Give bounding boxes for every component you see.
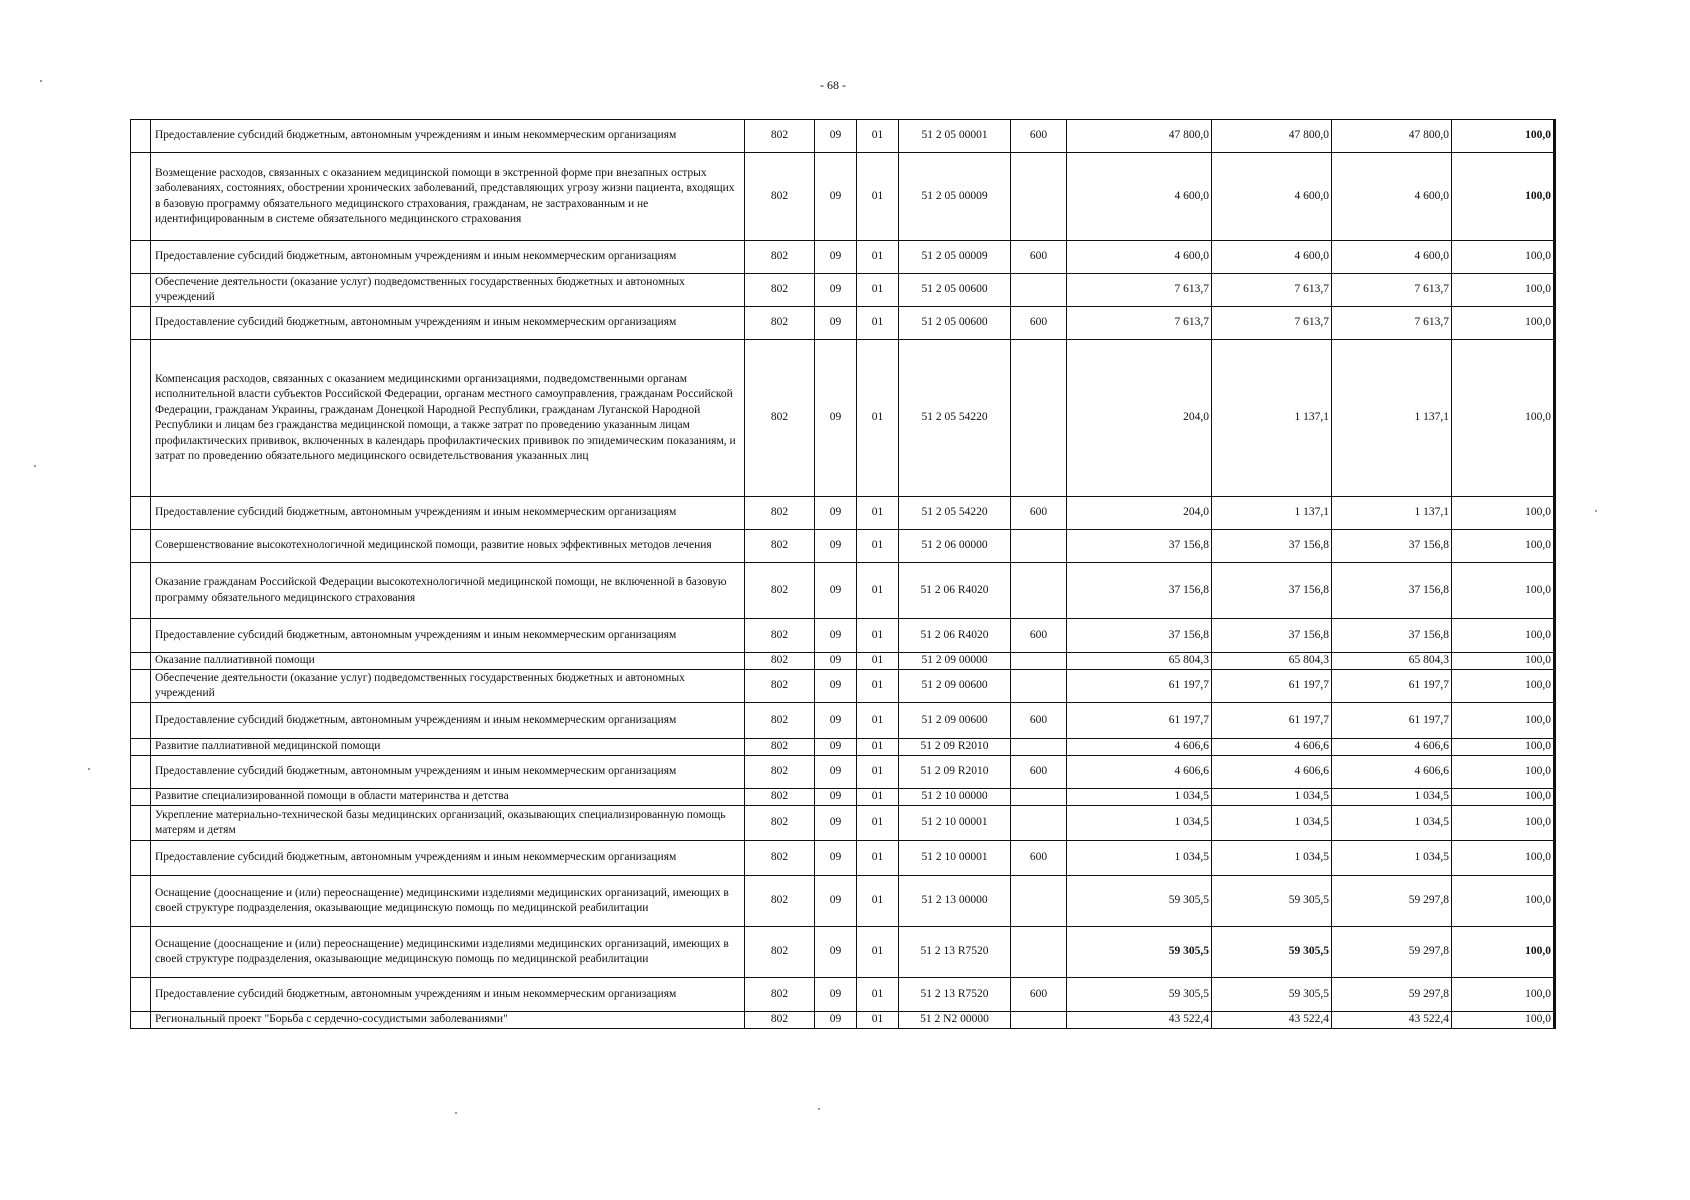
cell-target-article: 51 2 10 00001	[899, 841, 1011, 876]
cell-subsection: 01	[857, 307, 899, 340]
cell-amount-2: 4 600,0	[1212, 241, 1332, 274]
cell-blank	[131, 1012, 151, 1029]
cell-section: 09	[815, 653, 857, 670]
cell-name: Оснащение (дооснащение и (или) переоснащение) медицинскими изделиями медицинских организаций, имеющих в своей структуре подразделения, оказывающие медицинскую помощь по медицинской реабилитации	[151, 876, 745, 927]
cell-blank	[131, 120, 151, 153]
cell-expense-type: 600	[1011, 978, 1067, 1012]
cell-name: Возмещение расходов, связанных с оказанием медицинской помощи в экстренной форме при внезапных острых заболеваниях, состояниях, обострении хронических заболеваний, представляющих угрозу жизни пациента, входящих в базовую программу обязательного медицинского страхования, гражданам, не застрахованным и не идентифицированным в системе обязательного медицинского страхования	[151, 153, 745, 241]
cell-amount-2: 47 800,0	[1212, 120, 1332, 153]
cell-subsection: 01	[857, 497, 899, 530]
cell-amount-3: 65 804,3	[1332, 653, 1452, 670]
cell-subsection: 01	[857, 876, 899, 927]
cell-amount-2: 1 137,1	[1212, 340, 1332, 497]
table-row	[131, 563, 1555, 619]
table-row	[131, 530, 1555, 563]
cell-grbs: 802	[745, 739, 815, 756]
cell-blank	[131, 927, 151, 978]
scan-speck	[455, 1112, 457, 1114]
cell-grbs: 802	[745, 153, 815, 241]
cell-section: 09	[815, 789, 857, 806]
cell-amount-3: 7 613,7	[1332, 274, 1452, 307]
table-row	[131, 340, 1555, 497]
cell-target-article: 51 2 09 00600	[899, 670, 1011, 703]
cell-blank	[131, 653, 151, 670]
cell-grbs: 802	[745, 670, 815, 703]
cell-name: Развитие паллиативной медицинской помощи	[151, 739, 745, 756]
cell-name: Предоставление субсидий бюджетным, автономным учреждениям и иным некоммерческим организациям	[151, 241, 745, 274]
cell-name: Укрепление материально-технической базы медицинских организаций, оказывающих специализированную помощь матерям и детям	[151, 806, 745, 841]
cell-blank	[131, 563, 151, 619]
cell-amount-2: 4 606,6	[1212, 739, 1332, 756]
cell-target-article: 51 2 09 00600	[899, 703, 1011, 739]
cell-expense-type: 600	[1011, 497, 1067, 530]
table-row	[131, 756, 1555, 789]
cell-blank	[131, 619, 151, 653]
cell-percent: 100,0	[1452, 241, 1555, 274]
cell-blank	[131, 703, 151, 739]
cell-amount-2: 59 305,5	[1212, 927, 1332, 978]
cell-amount-1: 7 613,7	[1067, 274, 1212, 307]
cell-amount-1: 59 305,5	[1067, 978, 1212, 1012]
cell-grbs: 802	[745, 756, 815, 789]
cell-grbs: 802	[745, 789, 815, 806]
cell-amount-2: 37 156,8	[1212, 619, 1332, 653]
cell-grbs: 802	[745, 497, 815, 530]
cell-amount-3: 1 034,5	[1332, 841, 1452, 876]
cell-amount-1: 47 800,0	[1067, 120, 1212, 153]
cell-amount-3: 37 156,8	[1332, 563, 1452, 619]
table-row	[131, 876, 1555, 927]
cell-name: Предоставление субсидий бюджетным, автономным учреждениям и иным некоммерческим организациям	[151, 841, 745, 876]
cell-percent: 100,0	[1452, 340, 1555, 497]
cell-expense-type	[1011, 739, 1067, 756]
table-row	[131, 497, 1555, 530]
cell-target-article: 51 2 09 R2010	[899, 756, 1011, 789]
cell-target-article: 51 2 13 00000	[899, 876, 1011, 927]
cell-section: 09	[815, 670, 857, 703]
cell-amount-2: 1 034,5	[1212, 841, 1332, 876]
cell-percent: 100,0	[1452, 756, 1555, 789]
cell-name: Компенсация расходов, связанных с оказанием медицинскими организациями, подведомственными органам исполнительной власти субъектов Российской Федерации, органам местного самоуправления, гражданам Российской Федерации, гражданам Украины, гражданам Донецкой Народной Республики, гражданам Луганской Народной Республики и лицам без гражданства медицинской помощи, а также затрат по проведению указанным лицам профилактических прививок, включенных в календарь профилактических прививок по эпидемическим показаниям, и затрат по проведению обязательного медицинского освидетельствования указанных лиц	[151, 340, 745, 497]
cell-subsection: 01	[857, 241, 899, 274]
cell-expense-type	[1011, 670, 1067, 703]
cell-percent: 100,0	[1452, 739, 1555, 756]
cell-amount-1: 1 034,5	[1067, 789, 1212, 806]
cell-subsection: 01	[857, 1012, 899, 1029]
cell-percent: 100,0	[1452, 789, 1555, 806]
cell-amount-2: 4 600,0	[1212, 153, 1332, 241]
cell-subsection: 01	[857, 153, 899, 241]
cell-name: Предоставление субсидий бюджетным, автономным учреждениям и иным некоммерческим организациям	[151, 307, 745, 340]
page-number: - 68 -	[820, 78, 846, 92]
cell-amount-1: 37 156,8	[1067, 530, 1212, 563]
cell-subsection: 01	[857, 927, 899, 978]
cell-expense-type: 600	[1011, 307, 1067, 340]
scan-speck	[818, 1108, 820, 1110]
cell-section: 09	[815, 497, 857, 530]
cell-expense-type: 600	[1011, 756, 1067, 789]
cell-amount-1: 61 197,7	[1067, 670, 1212, 703]
cell-target-article: 51 2 06 00000	[899, 530, 1011, 563]
cell-name: Оказание паллиативной помощи	[151, 653, 745, 670]
cell-target-article: 51 2 05 00009	[899, 241, 1011, 274]
cell-grbs: 802	[745, 1012, 815, 1029]
cell-section: 09	[815, 739, 857, 756]
cell-grbs: 802	[745, 978, 815, 1012]
budget-table-container	[130, 119, 1554, 1029]
cell-percent: 100,0	[1452, 1012, 1555, 1029]
cell-name: Развитие специализированной помощи в области материнства и детства	[151, 789, 745, 806]
cell-amount-1: 4 606,6	[1067, 756, 1212, 789]
cell-expense-type	[1011, 653, 1067, 670]
cell-name: Оказание гражданам Российской Федерации высокотехнологичной медицинской помощи, не включенной в базовую программу обязательного медицинского страхования	[151, 563, 745, 619]
cell-section: 09	[815, 340, 857, 497]
cell-amount-3: 1 137,1	[1332, 497, 1452, 530]
cell-amount-3: 7 613,7	[1332, 307, 1452, 340]
cell-target-article: 51 2 06 R4020	[899, 619, 1011, 653]
cell-amount-1: 59 305,5	[1067, 876, 1212, 927]
cell-section: 09	[815, 806, 857, 841]
cell-target-article: 51 2 05 00600	[899, 274, 1011, 307]
cell-amount-1: 204,0	[1067, 497, 1212, 530]
table-row	[131, 806, 1555, 841]
cell-name: Совершенствование высокотехнологичной медицинской помощи, развитие новых эффективных методов лечения	[151, 530, 745, 563]
cell-blank	[131, 530, 151, 563]
cell-amount-3: 1 034,5	[1332, 806, 1452, 841]
cell-subsection: 01	[857, 619, 899, 653]
cell-percent: 100,0	[1452, 307, 1555, 340]
cell-amount-2: 37 156,8	[1212, 530, 1332, 563]
cell-section: 09	[815, 619, 857, 653]
cell-amount-3: 59 297,8	[1332, 978, 1452, 1012]
cell-amount-3: 4 600,0	[1332, 153, 1452, 241]
cell-amount-2: 37 156,8	[1212, 563, 1332, 619]
cell-amount-2: 59 305,5	[1212, 978, 1332, 1012]
cell-blank	[131, 153, 151, 241]
cell-subsection: 01	[857, 806, 899, 841]
cell-subsection: 01	[857, 274, 899, 307]
cell-expense-type	[1011, 340, 1067, 497]
cell-grbs: 802	[745, 530, 815, 563]
cell-grbs: 802	[745, 703, 815, 739]
cell-amount-1: 1 034,5	[1067, 806, 1212, 841]
cell-expense-type: 600	[1011, 241, 1067, 274]
cell-amount-2: 1 137,1	[1212, 497, 1332, 530]
cell-percent: 100,0	[1452, 978, 1555, 1012]
cell-section: 09	[815, 876, 857, 927]
cell-percent: 100,0	[1452, 653, 1555, 670]
table-row	[131, 153, 1555, 241]
cell-amount-1: 61 197,7	[1067, 703, 1212, 739]
table-row	[131, 841, 1555, 876]
cell-target-article: 51 2 09 R2010	[899, 739, 1011, 756]
cell-blank	[131, 978, 151, 1012]
cell-subsection: 01	[857, 703, 899, 739]
cell-percent: 100,0	[1452, 703, 1555, 739]
cell-subsection: 01	[857, 530, 899, 563]
scan-speck	[40, 80, 42, 82]
cell-blank	[131, 241, 151, 274]
cell-grbs: 802	[745, 841, 815, 876]
cell-percent: 100,0	[1452, 274, 1555, 307]
cell-name: Предоставление субсидий бюджетным, автономным учреждениям и иным некоммерческим организациям	[151, 619, 745, 653]
cell-amount-2: 65 804,3	[1212, 653, 1332, 670]
cell-grbs: 802	[745, 927, 815, 978]
table-row	[131, 307, 1555, 340]
cell-amount-2: 61 197,7	[1212, 670, 1332, 703]
cell-amount-3: 43 522,4	[1332, 1012, 1452, 1029]
cell-percent: 100,0	[1452, 563, 1555, 619]
cell-section: 09	[815, 153, 857, 241]
cell-blank	[131, 670, 151, 703]
table-row	[131, 670, 1555, 703]
cell-blank	[131, 789, 151, 806]
cell-percent: 100,0	[1452, 530, 1555, 563]
cell-percent: 100,0	[1452, 927, 1555, 978]
cell-expense-type	[1011, 530, 1067, 563]
cell-blank	[131, 841, 151, 876]
cell-target-article: 51 2 N2 00000	[899, 1012, 1011, 1029]
cell-target-article: 51 2 10 00000	[899, 789, 1011, 806]
cell-grbs: 802	[745, 241, 815, 274]
cell-amount-2: 1 034,5	[1212, 806, 1332, 841]
cell-percent: 100,0	[1452, 619, 1555, 653]
cell-amount-1: 37 156,8	[1067, 563, 1212, 619]
cell-blank	[131, 739, 151, 756]
cell-amount-2: 1 034,5	[1212, 789, 1332, 806]
cell-expense-type	[1011, 1012, 1067, 1029]
cell-section: 09	[815, 703, 857, 739]
cell-percent: 100,0	[1452, 120, 1555, 153]
table-body	[131, 120, 1555, 1029]
cell-amount-3: 4 600,0	[1332, 241, 1452, 274]
cell-subsection: 01	[857, 120, 899, 153]
cell-name: Предоставление субсидий бюджетным, автономным учреждениям и иным некоммерческим организациям	[151, 978, 745, 1012]
cell-blank	[131, 274, 151, 307]
cell-grbs: 802	[745, 307, 815, 340]
cell-subsection: 01	[857, 340, 899, 497]
cell-amount-1: 1 034,5	[1067, 841, 1212, 876]
cell-amount-1: 65 804,3	[1067, 653, 1212, 670]
cell-amount-1: 4 600,0	[1067, 153, 1212, 241]
cell-name: Региональный проект "Борьба с сердечно-сосудистыми заболеваниями"	[151, 1012, 745, 1029]
cell-grbs: 802	[745, 806, 815, 841]
cell-subsection: 01	[857, 756, 899, 789]
cell-amount-2: 7 613,7	[1212, 307, 1332, 340]
cell-blank	[131, 756, 151, 789]
cell-percent: 100,0	[1452, 806, 1555, 841]
cell-target-article: 51 2 05 00009	[899, 153, 1011, 241]
table-row	[131, 978, 1555, 1012]
cell-name: Предоставление субсидий бюджетным, автономным учреждениям и иным некоммерческим организациям	[151, 120, 745, 153]
cell-section: 09	[815, 241, 857, 274]
cell-target-article: 51 2 13 R7520	[899, 978, 1011, 1012]
cell-amount-1: 37 156,8	[1067, 619, 1212, 653]
cell-amount-3: 4 606,6	[1332, 756, 1452, 789]
cell-amount-3: 61 197,7	[1332, 703, 1452, 739]
cell-section: 09	[815, 274, 857, 307]
cell-amount-1: 7 613,7	[1067, 307, 1212, 340]
cell-expense-type	[1011, 806, 1067, 841]
cell-expense-type: 600	[1011, 120, 1067, 153]
cell-blank	[131, 497, 151, 530]
cell-expense-type	[1011, 153, 1067, 241]
cell-amount-1: 4 606,6	[1067, 739, 1212, 756]
cell-expense-type	[1011, 274, 1067, 307]
cell-grbs: 802	[745, 120, 815, 153]
cell-name: Оснащение (дооснащение и (или) переоснащение) медицинскими изделиями медицинских организаций, имеющих в своей структуре подразделения, оказывающие медицинскую помощь по медицинской реабилитации	[151, 927, 745, 978]
cell-section: 09	[815, 1012, 857, 1029]
cell-amount-2: 7 613,7	[1212, 274, 1332, 307]
scan-speck	[34, 465, 36, 467]
cell-blank	[131, 307, 151, 340]
cell-amount-1: 4 600,0	[1067, 241, 1212, 274]
cell-expense-type	[1011, 927, 1067, 978]
cell-amount-3: 1 137,1	[1332, 340, 1452, 497]
cell-target-article: 51 2 05 00600	[899, 307, 1011, 340]
cell-grbs: 802	[745, 619, 815, 653]
table-row	[131, 241, 1555, 274]
cell-blank	[131, 806, 151, 841]
cell-section: 09	[815, 307, 857, 340]
cell-blank	[131, 876, 151, 927]
cell-amount-3: 37 156,8	[1332, 619, 1452, 653]
cell-target-article: 51 2 06 R4020	[899, 563, 1011, 619]
cell-percent: 100,0	[1452, 876, 1555, 927]
cell-expense-type: 600	[1011, 619, 1067, 653]
cell-name: Предоставление субсидий бюджетным, автономным учреждениям и иным некоммерческим организациям	[151, 703, 745, 739]
cell-percent: 100,0	[1452, 841, 1555, 876]
cell-amount-2: 61 197,7	[1212, 703, 1332, 739]
cell-amount-3: 4 606,6	[1332, 739, 1452, 756]
cell-grbs: 802	[745, 563, 815, 619]
cell-target-article: 51 2 05 54220	[899, 340, 1011, 497]
cell-section: 09	[815, 927, 857, 978]
cell-amount-3: 59 297,8	[1332, 876, 1452, 927]
cell-name: Предоставление субсидий бюджетным, автономным учреждениям и иным некоммерческим организациям	[151, 756, 745, 789]
cell-target-article: 51 2 05 00001	[899, 120, 1011, 153]
cell-amount-3: 59 297,8	[1332, 927, 1452, 978]
cell-amount-1: 43 522,4	[1067, 1012, 1212, 1029]
cell-expense-type	[1011, 789, 1067, 806]
cell-amount-2: 4 606,6	[1212, 756, 1332, 789]
cell-percent: 100,0	[1452, 670, 1555, 703]
cell-grbs: 802	[745, 340, 815, 497]
cell-section: 09	[815, 978, 857, 1012]
cell-name: Обеспечение деятельности (оказание услуг) подведомственных государственных бюджетных и автономных учреждений	[151, 670, 745, 703]
cell-grbs: 802	[745, 274, 815, 307]
cell-subsection: 01	[857, 739, 899, 756]
cell-amount-2: 59 305,5	[1212, 876, 1332, 927]
cell-section: 09	[815, 841, 857, 876]
table-row	[131, 653, 1555, 670]
cell-target-article: 51 2 10 00001	[899, 806, 1011, 841]
table-row	[131, 1012, 1555, 1029]
cell-amount-2: 43 522,4	[1212, 1012, 1332, 1029]
cell-subsection: 01	[857, 563, 899, 619]
cell-name: Предоставление субсидий бюджетным, автономным учреждениям и иным некоммерческим организациям	[151, 497, 745, 530]
table-row	[131, 739, 1555, 756]
budget-table	[130, 119, 1556, 1029]
cell-section: 09	[815, 563, 857, 619]
cell-percent: 100,0	[1452, 153, 1555, 241]
cell-percent: 100,0	[1452, 497, 1555, 530]
table-row	[131, 789, 1555, 806]
cell-expense-type: 600	[1011, 841, 1067, 876]
cell-section: 09	[815, 756, 857, 789]
cell-grbs: 802	[745, 653, 815, 670]
cell-subsection: 01	[857, 841, 899, 876]
cell-target-article: 51 2 09 00000	[899, 653, 1011, 670]
table-row	[131, 619, 1555, 653]
cell-subsection: 01	[857, 653, 899, 670]
cell-expense-type	[1011, 563, 1067, 619]
cell-target-article: 51 2 05 54220	[899, 497, 1011, 530]
cell-grbs: 802	[745, 876, 815, 927]
cell-amount-1: 204,0	[1067, 340, 1212, 497]
table-row	[131, 927, 1555, 978]
scan-speck	[88, 768, 90, 770]
cell-amount-3: 47 800,0	[1332, 120, 1452, 153]
cell-amount-1: 59 305,5	[1067, 927, 1212, 978]
cell-blank	[131, 340, 151, 497]
cell-section: 09	[815, 530, 857, 563]
table-row	[131, 703, 1555, 739]
cell-amount-3: 61 197,7	[1332, 670, 1452, 703]
cell-subsection: 01	[857, 789, 899, 806]
table-row	[131, 274, 1555, 307]
table-row	[131, 120, 1555, 153]
cell-name: Обеспечение деятельности (оказание услуг) подведомственных государственных бюджетных и автономных учреждений	[151, 274, 745, 307]
cell-subsection: 01	[857, 978, 899, 1012]
cell-expense-type	[1011, 876, 1067, 927]
cell-target-article: 51 2 13 R7520	[899, 927, 1011, 978]
cell-expense-type: 600	[1011, 703, 1067, 739]
cell-subsection: 01	[857, 670, 899, 703]
cell-amount-3: 37 156,8	[1332, 530, 1452, 563]
cell-section: 09	[815, 120, 857, 153]
scan-speck	[1595, 510, 1597, 512]
cell-amount-3: 1 034,5	[1332, 789, 1452, 806]
